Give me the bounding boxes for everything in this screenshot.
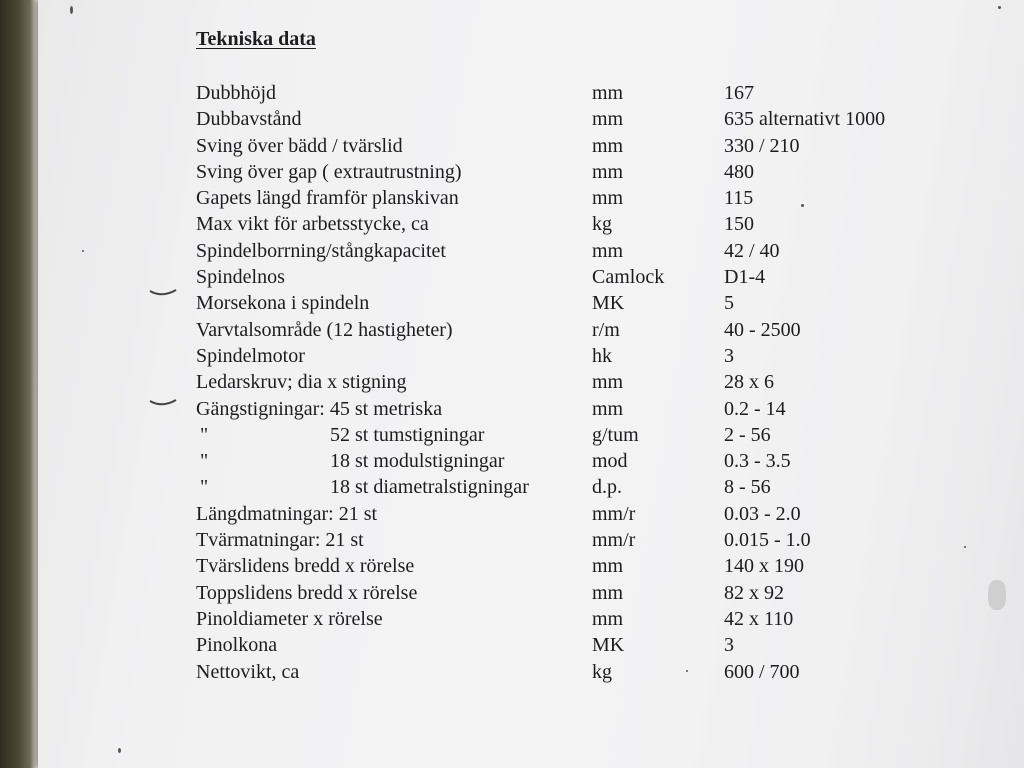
spec-value: 150 <box>724 213 754 236</box>
spec-value: 140 x 190 <box>724 555 804 578</box>
ditto-mark: " <box>200 423 209 446</box>
spec-label: Pinoldiameter x rörelse <box>196 607 383 630</box>
spec-row <box>196 264 956 290</box>
spec-row <box>196 290 956 316</box>
spec-unit: mm <box>592 82 624 104</box>
spec-row <box>196 474 956 500</box>
paper-smudge <box>988 580 1006 610</box>
spec-row <box>196 369 956 395</box>
spec-row <box>196 159 956 185</box>
spec-value: 28 x 6 <box>724 371 774 394</box>
spec-row <box>196 501 956 527</box>
spec-value: 40 - 2500 <box>724 318 801 341</box>
spec-row <box>196 80 956 106</box>
spec-row <box>196 343 956 369</box>
spec-value: 0.2 - 14 <box>724 397 786 420</box>
ditto-mark: " <box>200 476 209 499</box>
spec-row <box>196 317 956 343</box>
spec-row <box>196 659 956 685</box>
spec-value: 0.03 - 2.0 <box>724 502 801 525</box>
spec-table <box>196 80 956 685</box>
spec-label: 52 st tumstigningar <box>330 423 485 446</box>
spec-unit: mm <box>592 607 624 630</box>
spec-unit: d.p. <box>592 476 622 499</box>
spec-row <box>196 238 956 264</box>
dust-speck <box>964 546 966 548</box>
spec-value: 3 <box>724 344 734 367</box>
spec-unit: g/tum <box>592 423 639 446</box>
spec-label: Spindelmotor <box>196 344 305 367</box>
spec-unit: MK <box>592 634 625 657</box>
spec-label: 18 st modulstigningar <box>330 450 505 473</box>
spec-label: Toppslidens bredd x rörelse <box>196 581 418 604</box>
spec-unit: mod <box>592 450 628 473</box>
spec-row <box>196 185 956 211</box>
paper-sheet <box>38 0 1024 768</box>
spec-unit: mm <box>592 187 624 210</box>
spec-label: Spindelborrning/stångkapacitet <box>196 239 446 262</box>
spec-value: 8 - 56 <box>724 476 771 499</box>
spec-unit: mm <box>592 397 624 420</box>
spec-row <box>196 211 956 237</box>
spec-label: Dubbavstånd <box>196 108 302 131</box>
spec-row <box>196 580 956 606</box>
spec-value: 2 - 56 <box>724 423 771 446</box>
spec-value: 3 <box>724 634 734 657</box>
spec-label: Gapets längd framför planskivan <box>196 187 459 210</box>
spec-label: Gängstigningar: 45 st metriska <box>196 397 443 420</box>
spec-label: Tvärmatningar: 21 st <box>196 529 364 552</box>
spec-unit: kg <box>592 660 612 683</box>
spec-unit: hk <box>592 344 612 367</box>
spec-row <box>196 606 956 632</box>
spec-unit: mm <box>592 160 624 183</box>
spec-unit: mm/r <box>592 529 636 552</box>
spec-row <box>196 422 956 448</box>
spec-unit: mm <box>592 581 624 604</box>
spec-label: Nettovikt, ca <box>196 660 300 683</box>
spec-unit: mm <box>592 239 624 262</box>
spec-label: Ledarskruv; dia x stigning <box>196 371 407 394</box>
document-title: Tekniska data <box>196 28 316 50</box>
spec-unit: kg <box>592 213 612 236</box>
spec-value: 480 <box>724 160 754 183</box>
spec-row <box>196 527 956 553</box>
spec-unit: mm <box>592 371 624 394</box>
spec-label: Tvärslidens bredd x rörelse <box>196 555 415 578</box>
spec-row <box>196 448 956 474</box>
spec-label: Morsekona i spindeln <box>196 292 370 315</box>
spec-row <box>196 133 956 159</box>
spec-value: 600 / 700 <box>724 660 800 683</box>
dust-speck <box>801 204 804 207</box>
binder-mark-icon <box>148 398 178 408</box>
spec-value: 82 x 92 <box>724 581 784 604</box>
spec-value: 330 / 210 <box>724 134 800 157</box>
spec-unit: Camlock <box>592 266 665 289</box>
spec-value: D1-4 <box>724 266 766 289</box>
dust-speck <box>686 670 688 672</box>
binder-mark-icon <box>148 288 178 298</box>
spec-unit: r/m <box>592 318 620 341</box>
spec-unit: mm <box>592 134 624 157</box>
spec-label: Längdmatningar: 21 st <box>196 502 378 525</box>
spec-label: Spindelnos <box>196 266 285 289</box>
spec-unit: mm/r <box>592 502 636 525</box>
spec-label: Varvtalsområde (12 hastigheter) <box>196 318 453 341</box>
spec-value: 0.015 - 1.0 <box>724 529 811 552</box>
dust-speck <box>998 6 1001 9</box>
spec-value: 115 <box>724 187 754 210</box>
spec-row <box>196 396 956 422</box>
spec-value: 42 / 40 <box>724 239 780 262</box>
spec-value: 635 alternativt 1000 <box>724 108 886 131</box>
spec-row <box>196 106 956 132</box>
spec-value: 167 <box>724 82 754 104</box>
spec-unit: mm <box>592 108 624 131</box>
spec-row <box>196 632 956 658</box>
spec-row <box>196 553 956 579</box>
dust-speck <box>82 250 84 252</box>
spec-unit: MK <box>592 292 625 315</box>
spec-value: 42 x 110 <box>724 607 794 630</box>
spec-label: Pinolkona <box>196 634 278 657</box>
ditto-mark: " <box>200 450 209 473</box>
spec-unit: mm <box>592 555 624 578</box>
spec-label: Sving över gap ( extrautrustning) <box>196 160 462 183</box>
dust-speck <box>118 748 121 753</box>
spec-label: Dubbhöjd <box>196 82 276 104</box>
spec-value: 5 <box>724 292 734 315</box>
dust-speck <box>70 6 73 14</box>
spec-label: Sving över bädd / tvärslid <box>196 134 403 157</box>
spec-label: Max vikt för arbetsstycke, ca <box>196 213 429 236</box>
spec-label: 18 st diametralstigningar <box>330 476 529 499</box>
spec-value: 0.3 - 3.5 <box>724 450 791 473</box>
